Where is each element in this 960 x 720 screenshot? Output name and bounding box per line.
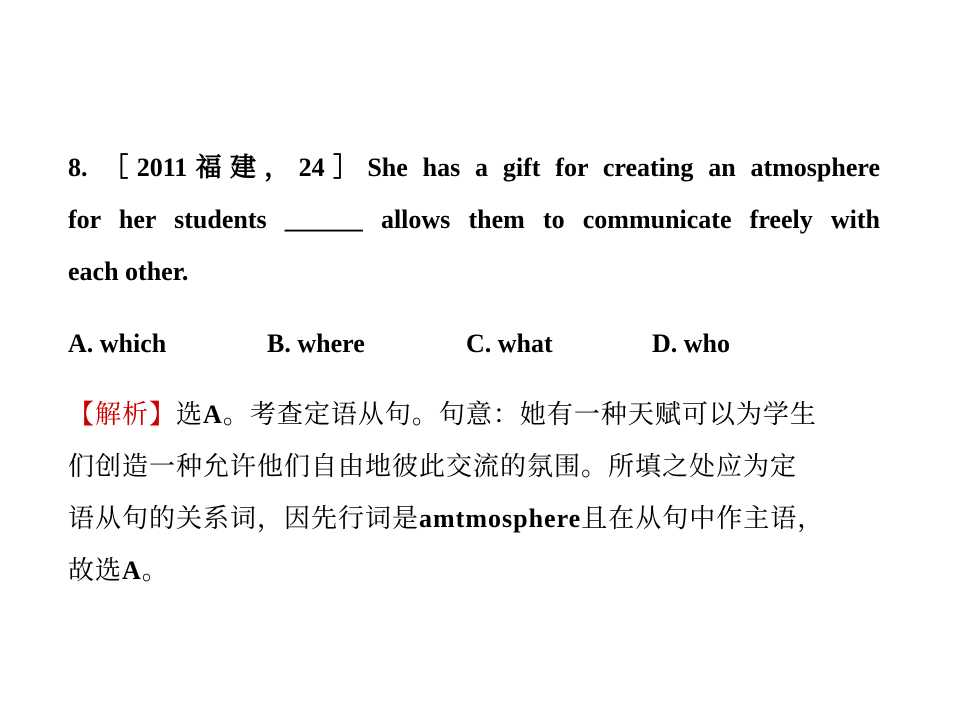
question-source: ［2011福建，24］ xyxy=(102,153,368,182)
question-line-2 xyxy=(68,194,880,246)
analysis-answer-1: A xyxy=(203,400,223,429)
analysis-line-3 xyxy=(68,493,882,545)
analysis-text-4a: 故选 xyxy=(68,556,123,586)
analysis-label: 【解析】 xyxy=(68,400,177,430)
analysis-antecedent-word: amtmosphere xyxy=(419,504,582,533)
analysis-text-4b: 。 xyxy=(141,556,169,586)
question-line-3 xyxy=(68,246,880,298)
question-text-2: for her students ______ allows them to communicate freely with xyxy=(68,205,880,234)
analysis-line-1 xyxy=(68,389,882,441)
analysis-line-4 xyxy=(68,545,882,597)
question-number: 8. xyxy=(68,153,88,182)
question-block xyxy=(68,142,880,298)
option-d: D. who xyxy=(652,329,731,358)
analysis-line-2 xyxy=(68,441,882,493)
analysis-block xyxy=(68,389,882,597)
analysis-text-1a: 选 xyxy=(176,400,204,430)
analysis-text-3b: 且在从句中作主语， xyxy=(581,504,825,534)
question-text-1: She has a gift for creating an atmosphere xyxy=(367,153,880,182)
option-c: C. what xyxy=(466,329,553,358)
analysis-answer-2: A xyxy=(122,556,142,585)
option-a: A. which xyxy=(68,329,167,358)
question-line-1 xyxy=(68,142,880,194)
analysis-text-3a: 语从句的关系词，因先行词是 xyxy=(68,504,420,534)
analysis-text-1b: 。考查定语从句。句意：她有一种天赋可以为学生 xyxy=(222,400,817,430)
option-b: B. where xyxy=(267,329,365,358)
analysis-text-2: 们创造一种允许他们自由地彼此交流的氛围。所填之处应为定 xyxy=(68,452,798,482)
question-text-3: each other. xyxy=(68,257,189,286)
